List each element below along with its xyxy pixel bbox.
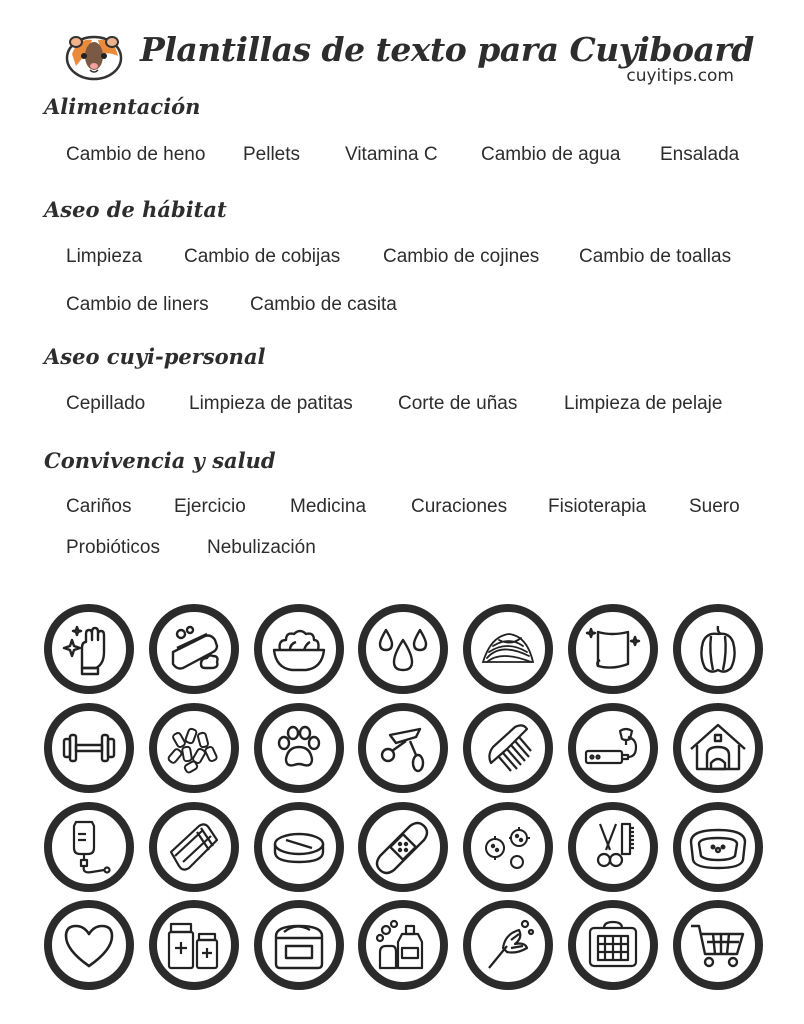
pellets-icon: [149, 703, 239, 793]
tag-item: Cepillado: [66, 393, 146, 414]
tag-item: Limpieza de pelaje: [564, 393, 723, 414]
section-title: Aseo de hábitat: [44, 197, 227, 222]
folded-blanket-icon: [149, 802, 239, 892]
header: [0, 22, 804, 92]
tag-item: Cariños: [66, 496, 132, 517]
bacteria-icon: [463, 802, 553, 892]
tag-item: Probióticos: [66, 537, 160, 558]
tag-item: Cambio de cobijas: [184, 246, 341, 267]
tag-item: Fisioterapia: [548, 496, 647, 517]
tag-item: Limpieza: [66, 246, 143, 267]
section-aseo-personal: [44, 344, 764, 369]
tag-item: Cambio de cojines: [383, 246, 540, 267]
section-title: Aseo cuyi-personal: [44, 344, 266, 369]
site-url: cuyitips.com: [626, 66, 734, 86]
guinea-pig-logo-icon: [62, 26, 126, 82]
tag-item: Vitamina C: [345, 144, 438, 165]
tag-item: Cambio de heno: [66, 144, 206, 165]
pill-icon: [254, 802, 344, 892]
icon-grid: [44, 604, 766, 994]
heart-icon: [44, 900, 134, 990]
tag-item: Suero: [689, 496, 740, 517]
scissors-comb-icon: [568, 802, 658, 892]
section-aseo-habitat: [44, 197, 764, 222]
detergent-icon: [358, 900, 448, 990]
bandage-icon: [358, 802, 448, 892]
iv-bag-icon: [44, 802, 134, 892]
tag-item: Cambio de liners: [66, 294, 209, 315]
duster-icon: [463, 900, 553, 990]
guinea-pig-house-icon: [673, 703, 763, 793]
tag-item: Nebulización: [207, 537, 316, 558]
pet-bed-icon: [673, 802, 763, 892]
nebulizer-icon: [568, 703, 658, 793]
paw-icon: [254, 703, 344, 793]
dumbbell-icon: [44, 703, 134, 793]
page-title: Plantillas de texto para Cuyiboard: [140, 30, 754, 69]
soap-icon: [149, 604, 239, 694]
tag-item: Ensalada: [660, 144, 740, 165]
tag-item: Cambio de casita: [250, 294, 397, 315]
salad-bowl-icon: [254, 604, 344, 694]
tag-item: Limpieza de patitas: [189, 393, 353, 414]
tag-item: Pellets: [243, 144, 301, 165]
cleaning-glove-icon: [44, 604, 134, 694]
section-title: Convivencia y salud: [44, 448, 276, 473]
tag-item: Cambio de toallas: [579, 246, 732, 267]
hay-icon: [463, 604, 553, 694]
cream-jar-icon: [254, 900, 344, 990]
tag-item: Medicina: [290, 496, 367, 517]
pet-carrier-icon: [568, 900, 658, 990]
towel-icon: [568, 604, 658, 694]
tag-item: Curaciones: [411, 496, 508, 517]
tag-item: Cambio de agua: [481, 144, 621, 165]
medicine-bottles-icon: [149, 900, 239, 990]
tag-item: Corte de uñas: [398, 393, 518, 414]
comb-icon: [463, 703, 553, 793]
section-alimentacion: [44, 94, 764, 119]
nail-clipper-icon: [358, 703, 448, 793]
section-convivencia-salud: [44, 448, 764, 473]
section-title: Alimentación: [44, 94, 201, 119]
tag-item: Ejercicio: [174, 496, 246, 517]
water-drops-icon: [358, 604, 448, 694]
bell-pepper-icon: [673, 604, 763, 694]
shopping-cart-icon: [673, 900, 763, 990]
